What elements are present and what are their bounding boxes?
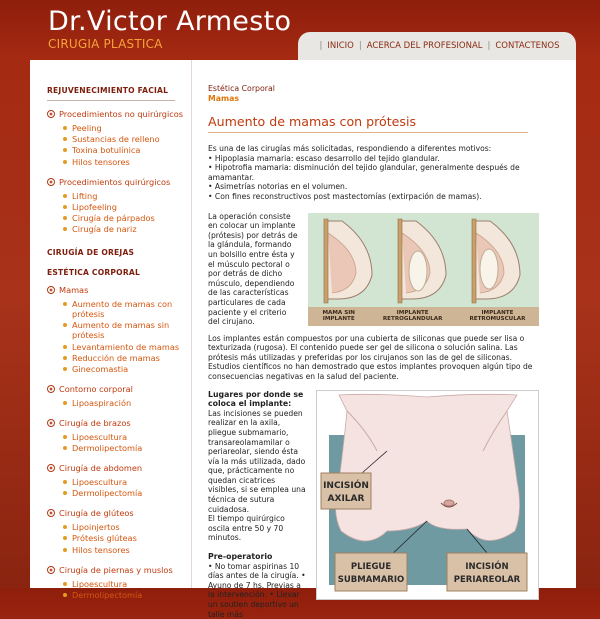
intro-line: • Asimetrías notorias en el volumen. bbox=[208, 182, 348, 192]
sidebar-category-label: Cirugía de abdomen bbox=[59, 463, 143, 474]
page-title: Aumento de mamas con prótesis bbox=[208, 114, 528, 133]
intro-line: Es una de las cirugías más solicitadas, respondiendo a diferentes motivos: bbox=[208, 144, 492, 153]
sidebar-group-mamas bbox=[47, 285, 191, 374]
sidebar-item-label: Cirugía de párpados bbox=[72, 212, 155, 223]
sidebar-heading-rejuvenecimiento[interactable]: REJUVENECIMIENTO FACIAL bbox=[47, 86, 175, 101]
sidebar-category-label: Procedimientos quirúrgicos bbox=[59, 176, 171, 187]
sidebar-item-protesis-gluteas[interactable] bbox=[63, 533, 191, 543]
sidebar-category-label: Mamas bbox=[59, 285, 89, 296]
label-periareolar-line2: PERIAREOLAR bbox=[453, 574, 521, 585]
sidebar-category-cirugia-de-piernas-y-muslos[interactable] bbox=[47, 565, 191, 575]
sidebar-category-cirugia-de-abdomen[interactable] bbox=[47, 463, 191, 473]
label-sin-implante: MAMA SIN IMPLANTE bbox=[322, 309, 355, 323]
sidebar-item-label: Peeling bbox=[72, 123, 102, 133]
sidebar-item-label: Toxina botulínica bbox=[72, 145, 141, 156]
incision-text-column bbox=[208, 390, 308, 619]
sidebar-item-label: Prótesis glúteas bbox=[72, 533, 137, 544]
bullet-icon bbox=[63, 148, 67, 152]
sidebar-item-reduccion-de-mamas[interactable] bbox=[63, 353, 191, 363]
sidebar-group-cirugia-de-abdomen bbox=[47, 463, 191, 498]
sidebar-item-hilos-tensores[interactable] bbox=[63, 157, 191, 167]
sidebar-item-ginecomastia[interactable] bbox=[63, 364, 191, 374]
sidebar-item-label: Reducción de mamas bbox=[72, 352, 160, 363]
sidebar-category-label: Contorno corporal bbox=[59, 383, 133, 394]
sidebar-category-label: Cirugía de piernas y muslos bbox=[59, 564, 173, 575]
sidebar-item-label: Aumento de mamas con prótesis bbox=[72, 299, 173, 320]
implant-labels bbox=[308, 307, 539, 326]
page-body bbox=[30, 60, 576, 619]
sidebar-item-label: Aumento de mamas sin prótesis bbox=[72, 320, 170, 341]
lugares-heading: Lugares por donde se coloca el implante: bbox=[208, 389, 304, 409]
label-pliegue-line1: PLIEGUE bbox=[350, 561, 392, 572]
radio-bullet-icon bbox=[47, 419, 55, 427]
tiempo-text: El tiempo quirúrgico oscila entre 50 y 70 minutos. bbox=[208, 514, 285, 543]
sidebar-heading-estetica[interactable]: ESTÉTICA CORPORAL bbox=[47, 268, 140, 278]
bullet-icon bbox=[63, 356, 67, 360]
sidebar-item-dermolipectomia[interactable] bbox=[63, 443, 191, 453]
sidebar-item-aumento-de-mamas-con-protesis[interactable] bbox=[63, 299, 191, 319]
implant-types-illustration bbox=[308, 213, 539, 326]
breadcrumb-current[interactable]: Mamas bbox=[208, 94, 240, 103]
nav-inicio[interactable]: INICIO bbox=[327, 41, 354, 51]
sidebar-group-cirugia-de-piernas-y-muslos bbox=[47, 565, 191, 600]
site-header bbox=[0, 0, 600, 60]
site-logo-subtitle: CIRUGIA PLASTICA bbox=[48, 37, 163, 51]
sidebar-item-label: Lipoescultura bbox=[72, 578, 128, 589]
top-navigation bbox=[298, 32, 576, 60]
label-axilar-line2: AXILAR bbox=[327, 493, 365, 504]
sidebar-category-label: Cirugía de brazos bbox=[59, 417, 131, 428]
sidebar-group-cirugia-de-brazos bbox=[47, 418, 191, 453]
sidebar-item-label: Hilos tensores bbox=[72, 544, 130, 555]
breadcrumb-section[interactable]: Estética Corporal bbox=[208, 84, 275, 93]
label-retromuscular: IMPLANTE RETROMUSCULAR bbox=[469, 309, 526, 323]
bullet-icon bbox=[63, 536, 67, 540]
label-periareolar-line1: INCISIÓN bbox=[465, 561, 509, 572]
operation-text: La operación consiste en colocar un implante (prótesis) por detrás de la glándula, formando un bolsillo entre ésta y el músculo pectoral o por detrás de dicho músculo, dependiendo de las características particulares de cada paciente y el criterio del cirujano. bbox=[208, 211, 298, 327]
sidebar-group-procedimientos-quirurgicos bbox=[47, 177, 191, 235]
sidebar-item-lipoaspiracion[interactable] bbox=[63, 398, 191, 408]
intro-text bbox=[208, 144, 536, 202]
preop-heading: Pre-operatorio bbox=[208, 552, 273, 562]
sidebar-item-lifting[interactable] bbox=[63, 191, 191, 201]
sidebar-item-toxina-botulinica[interactable] bbox=[63, 145, 191, 155]
intro-line: • Con fines reconstructivos post mastectomías (extirpación de mamas). bbox=[208, 191, 482, 201]
radio-bullet-icon bbox=[47, 509, 55, 517]
bullet-icon bbox=[63, 446, 67, 450]
nav-acerca[interactable]: ACERCA DEL PROFESIONAL bbox=[366, 41, 483, 51]
sidebar-item-dermolipectomia[interactable] bbox=[63, 488, 191, 498]
sidebar-group-contorno-corporal bbox=[47, 384, 191, 408]
bullet-icon bbox=[63, 205, 67, 209]
bullet-icon bbox=[63, 126, 67, 130]
sidebar-category-contorno-corporal[interactable] bbox=[47, 384, 191, 394]
bullet-icon bbox=[63, 401, 67, 405]
site-logo-name[interactable]: Dr.Victor Armesto bbox=[48, 6, 292, 37]
incision-row bbox=[208, 389, 560, 619]
sidebar-item-dermolipectomia[interactable] bbox=[63, 590, 191, 600]
bullet-icon bbox=[63, 435, 67, 439]
bullet-icon bbox=[63, 491, 67, 495]
bullet-icon bbox=[63, 593, 67, 597]
sidebar-item-label: Sustancias de relleno bbox=[72, 134, 160, 145]
bullet-icon bbox=[63, 582, 67, 586]
sidebar-category-procedimientos-no-quirurgicos[interactable] bbox=[47, 109, 191, 119]
bullet-icon bbox=[63, 216, 67, 220]
bullet-icon bbox=[63, 525, 67, 529]
main-content bbox=[208, 84, 560, 619]
sidebar-group-procedimientos-no-quirurgicos bbox=[47, 109, 191, 167]
intro-line: • Hipotrofia mamaria: disminución del tejido glandular, generalmente después de amamantar. bbox=[208, 163, 520, 182]
sidebar-category-cirugia-de-brazos[interactable] bbox=[47, 418, 191, 428]
sidebar bbox=[30, 60, 192, 600]
sidebar-item-label: Hilos tensores bbox=[72, 156, 130, 167]
sidebar-item-label: Dermolipectomía bbox=[72, 443, 143, 454]
sidebar-item-levantamiento-de-mamas[interactable] bbox=[63, 342, 191, 352]
sidebar-category-label: Procedimientos no quirúrgicos bbox=[59, 109, 184, 119]
bullet-icon bbox=[63, 137, 67, 141]
sidebar-item-label: Dermolipectomía bbox=[72, 589, 143, 600]
incision-diagram-svg bbox=[317, 391, 538, 599]
sidebar-item-label: Lipofeeling bbox=[72, 201, 117, 212]
sidebar-category-procedimientos-quirurgicos[interactable] bbox=[47, 177, 191, 187]
bullet-icon bbox=[63, 194, 67, 198]
sidebar-item-label: Levantamiento de mamas bbox=[72, 341, 180, 352]
implants-text: Los implantes están compuestos por una cubierta de siliconas que puede ser lisa o texturizada (rugosa). El contenido puede ser gel de silicona o solución salina. Las prótesis más utilizadas y preferidas por los cirujanos son las de gel de siliconas. Estudios científicos no han demostrado que estos implantes provoquen algún tipo de consecuencias negativas en la salud del paciente. bbox=[208, 333, 533, 381]
preop-text: • No tomar aspirinas 10 días antes de la cirugía. • Ayuno de 7 hs. Previas a la intervención. • Llevar un soutien deportivo un talle más bbox=[208, 561, 306, 619]
intro-line: • Hipoplasia mamaria: escaso desarrollo del tejido glandular. bbox=[208, 153, 440, 163]
sidebar-item-label: Lifting bbox=[72, 190, 98, 201]
bullet-icon bbox=[63, 323, 67, 327]
bullet-icon bbox=[63, 548, 67, 552]
nav-contactenos[interactable]: CONTACTENOS bbox=[495, 41, 560, 51]
sidebar-group-cirugia-de-gluteos bbox=[47, 508, 191, 554]
sidebar-item-lipoescultura[interactable] bbox=[63, 432, 191, 442]
label-retroglandular: IMPLANTE RETROGLANDULAR bbox=[382, 309, 443, 323]
sidebar-item-label: Ginecomastia bbox=[72, 363, 129, 374]
sidebar-heading-orejas[interactable]: CIRUGÍA DE OREJAS bbox=[47, 248, 135, 258]
sidebar-item-label: Cirugía de nariz bbox=[72, 224, 137, 235]
sidebar-item-lipofeeling[interactable] bbox=[63, 202, 191, 212]
sidebar-category-mamas[interactable] bbox=[47, 285, 191, 295]
nav-separator: | bbox=[487, 41, 491, 51]
sidebar-item-label: Lipoinjertos bbox=[72, 522, 120, 533]
label-axilar-line1: INCISIÓN bbox=[323, 480, 369, 491]
sidebar-item-label: Dermolipectomía bbox=[72, 488, 143, 499]
label-pliegue-line2: SUBMAMARIO bbox=[337, 574, 405, 585]
radio-bullet-icon bbox=[47, 110, 55, 118]
bullet-icon bbox=[63, 227, 67, 231]
lugares-text: Las incisiones se pueden realizar en la axila, pliegue submamario, transareolamamilar o periareolar, siendo ésta vía la más utilizada, dado que, prácticamente no quedan cicatrices visibles, si se emplea una técnica de sutura cuidadosa. bbox=[208, 408, 306, 514]
sidebar-item-aumento-de-mamas-sin-protesis[interactable] bbox=[63, 320, 191, 340]
sidebar-category-cirugia-de-gluteos[interactable] bbox=[47, 508, 191, 518]
sidebar-item-cirugia-de-nariz[interactable] bbox=[63, 224, 191, 234]
radio-bullet-icon bbox=[47, 566, 55, 574]
radio-bullet-icon bbox=[47, 385, 55, 393]
bullet-icon bbox=[63, 367, 67, 371]
operation-row bbox=[208, 212, 560, 332]
sidebar-item-label: Lipoescultura bbox=[72, 431, 128, 442]
incision-illustration bbox=[316, 390, 539, 600]
sidebar-item-lipoescultura[interactable] bbox=[63, 477, 191, 487]
sidebar-item-label: Lipoescultura bbox=[72, 477, 128, 488]
bullet-icon bbox=[63, 345, 67, 349]
sidebar-item-lipoescultura[interactable] bbox=[63, 579, 191, 589]
radio-bullet-icon bbox=[47, 178, 55, 186]
nav-separator: | bbox=[319, 41, 323, 51]
bullet-icon bbox=[63, 302, 67, 306]
sidebar-item-sustancias-de-relleno[interactable] bbox=[63, 134, 191, 144]
radio-bullet-icon bbox=[47, 464, 55, 472]
sidebar-item-label: Lipoaspiración bbox=[72, 397, 132, 408]
sidebar-item-hilos-tensores[interactable] bbox=[63, 545, 191, 555]
nav-separator: | bbox=[358, 41, 362, 51]
bullet-icon bbox=[63, 160, 67, 164]
sidebar-item-peeling[interactable] bbox=[63, 123, 191, 133]
sidebar-item-cirugia-de-parpados[interactable] bbox=[63, 213, 191, 223]
implant-diagram-svg bbox=[308, 213, 539, 307]
sidebar-category-label: Cirugía de glúteos bbox=[59, 508, 134, 519]
bullet-icon bbox=[63, 480, 67, 484]
sidebar-item-lipoinjertos[interactable] bbox=[63, 522, 191, 532]
radio-bullet-icon bbox=[47, 286, 55, 294]
